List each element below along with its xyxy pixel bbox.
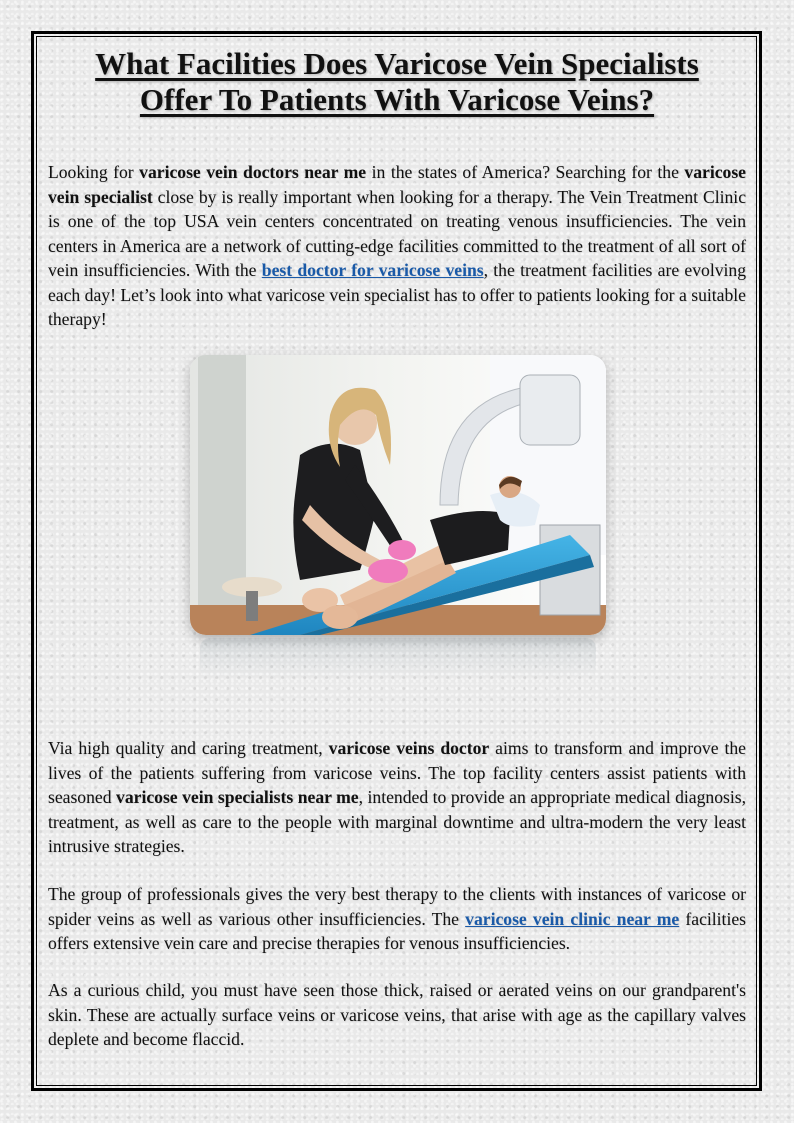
intro-paragraph [48,160,746,332]
text-span: , the treatment facilities are evolving each day! Let’s look into what varicose vein specialist has to offer to patients looking for a suitable therapy! [48,260,746,329]
pink-glove [368,559,408,583]
text-span: close by is really important when looking for a therapy. The Vein Treatment Clinic is one of the top USA vein centers concentrated on treating venous insufficiencies. The vein centers in America are a network of cutting-edge facilities committed to the treatment of all sort of vein insufficiencies. With the [48,186,746,280]
title-line-2: Offer To Patients With Varicose Veins? [139,82,655,117]
stool-leg [246,591,258,621]
text-span: The group of professionals gives the very best therapy to the clients with instances of varicose or spider veins as well as various other insufficiencies. The [48,884,746,929]
bold-keyword: varicose vein specialist [48,162,746,207]
pink-glove-2 [388,540,416,560]
childhood-paragraph [48,978,746,1052]
page-title [48,46,746,118]
text-span: Via high quality and caring treatment, [48,738,329,758]
document-body [48,46,746,1049]
bold-keyword: varicose veins doctor [328,738,490,758]
xray-head [520,375,580,445]
bold-keyword: varicose vein doctors near me [139,162,367,182]
title-line-1: What Facilities Does Varicose Vein Specialists [95,46,699,81]
vein-clinic-link[interactable]: varicose vein clinic near me [465,908,680,929]
text-span: As a curious child, you must have seen those thick, raised or aerated veins on our grandparent's skin. These are actually surface veins or varicose veins, that arise with age as the capillary valves deplete and become flaccid. [48,980,746,1049]
text-span: Looking for [48,162,140,182]
professionals-paragraph [48,882,746,956]
text-span: in the states of America? Searching for the [366,162,685,182]
text-span: aims to transform and improve the lives of the patients suffering from varicose veins. The top facility centers assist patients with seasoned [48,738,746,807]
text-span: facilities offers extensive vein care and precise therapies for venous insufficiencies. [48,908,746,953]
door-panel [198,355,246,610]
text-span: , intended to provide an appropriate medical diagnosis, treatment, as well as care to the people with marginal downtime and ultra-modern the very least intrusive strategies. [48,787,746,856]
treatment-paragraph [48,736,746,859]
clinic-photo [190,355,606,635]
patient-foot-2 [322,605,358,629]
clinic-photo-illustration [190,355,606,635]
bold-keyword: varicose vein specialists near me [116,787,359,807]
photo-reflection [200,638,596,678]
best-doctor-link[interactable]: best doctor for varicose veins [261,260,484,280]
